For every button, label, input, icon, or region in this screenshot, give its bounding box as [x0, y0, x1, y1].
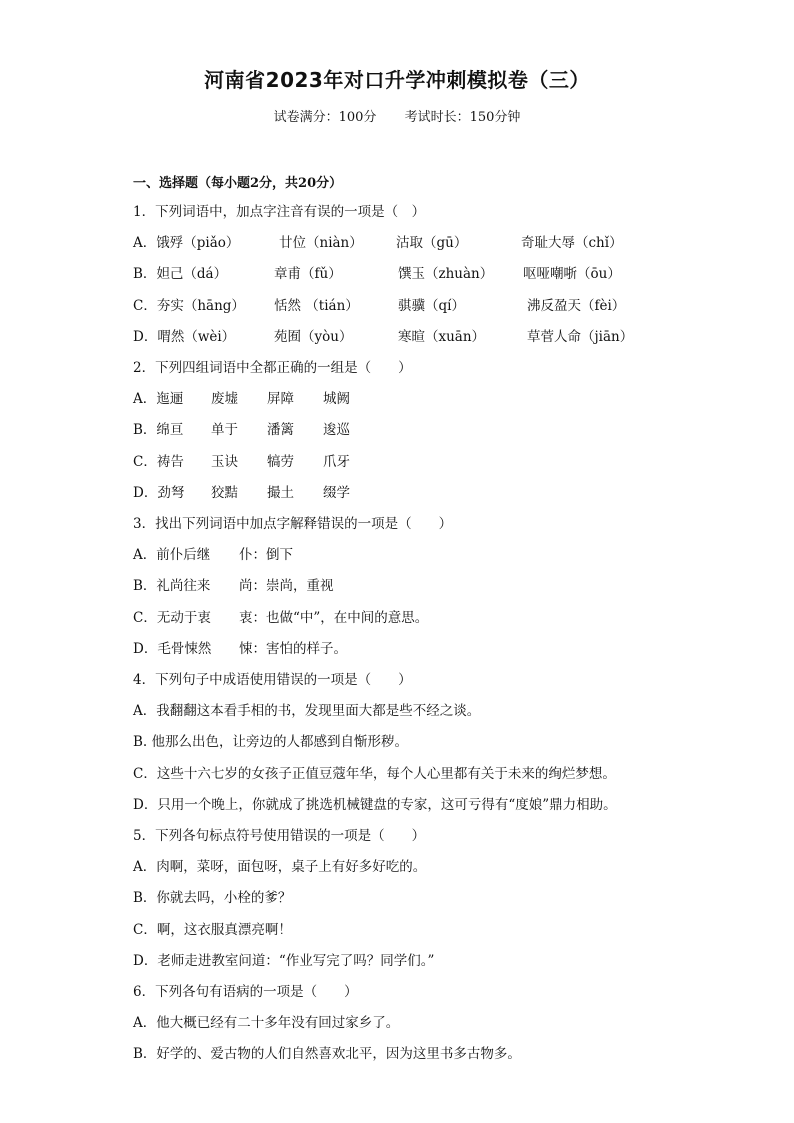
q4-option-b: B. 他那么出色，让旁边的人都感到自惭形秽。 — [133, 734, 409, 750]
q5-option-c: C．啊，这衣服真漂亮啊！ — [133, 922, 292, 938]
exam-meta — [0, 106, 794, 125]
q4-option-c: C．这些十六七岁的女孩子正值豆蔻年华，每个人心里都有关于未来的绚烂梦想。 — [133, 766, 616, 782]
option-text: D．喟然（wèi） — [133, 329, 236, 345]
q6-option-b: B．好学的、爱古物的人们自然喜欢北平，因为这里书多古物多。 — [133, 1046, 521, 1062]
q6-option-a: A．他大概已经有二十多年没有回过家乡了。 — [133, 1015, 400, 1031]
page-title: 河南省2023年对口升学冲刺模拟卷（三） — [204, 68, 590, 92]
option-text: 恬然 （tián） — [274, 298, 359, 314]
q5-option-a: A．肉啊，菜呀，面包呀，桌子上有好多好吃的。 — [133, 859, 427, 875]
question-6-stem: 6．下列各句有语病的一项是（ ） — [133, 984, 358, 1000]
option-text: 沽取（gū） — [396, 235, 468, 251]
option-text: 屏障 — [267, 391, 294, 407]
option-text: 犒劳 — [267, 454, 294, 470]
option-text: C．祷告 — [133, 454, 184, 470]
option-text: 废墟 — [211, 391, 238, 407]
option-text: 撮土 — [267, 485, 294, 501]
section-heading: 一、选择题（每小题2分，共20分） — [133, 176, 343, 191]
time-limit: 考试时长：150分钟 — [404, 110, 521, 125]
q5-option-d: D．老师走进教室问道：“作业写完了吗？同学们。” — [133, 953, 435, 969]
question-5-stem: 5．下列各句标点符号使用错误的一项是（ ） — [133, 828, 426, 844]
option-text: 章甫（fǔ） — [274, 266, 342, 282]
option-text: B．妲己（dá） — [133, 266, 228, 282]
option-text: A．迤逦 — [133, 391, 184, 407]
q5-option-b: B．你就去吗，小栓的爹？ — [133, 890, 292, 906]
option-text: 骐骥（qí） — [398, 298, 465, 314]
option-explanation: 衷：也做“中”，在中间的意思。 — [239, 610, 429, 626]
option-text: 缀学 — [323, 485, 350, 501]
q4-option-a: A．我翻翻这本看手相的书，发现里面大都是些不经之谈。 — [133, 703, 481, 719]
option-text: 爪牙 — [323, 454, 350, 470]
option-text: 奇耻大辱（chǐ） — [521, 235, 623, 251]
option-text: 逡巡 — [323, 422, 350, 438]
option-text: 城阙 — [323, 391, 350, 407]
option-text: 草菅人命（jiān） — [527, 329, 634, 345]
question-2-stem: 2．下列四组词语中全都正确的一组是（ ） — [133, 360, 412, 376]
option-text: B．礼尚往来 — [133, 578, 211, 594]
question-4-stem: 4．下列句子中成语使用错误的一项是（ ） — [133, 672, 412, 688]
option-explanation: 悚：害怕的样子。 — [239, 641, 347, 657]
question-3-stem: 3．找出下列词语中加点字解释错误的一项是（ ） — [133, 516, 453, 532]
option-text: 廿位（niàn） — [279, 235, 363, 251]
full-score: 试卷满分：100分 — [273, 110, 377, 125]
option-text: 呕哑嘲哳（ōu） — [523, 266, 621, 282]
option-text: 寒暄（xuān） — [398, 329, 486, 345]
option-text: 狡黠 — [211, 485, 238, 501]
option-explanation: 仆：倒下 — [239, 547, 293, 563]
option-text: 馔玉（zhuàn） — [398, 266, 494, 282]
q4-option-d: D．只用一个晚上，你就成了挑选机械键盘的专家，这可亏得有“度娘”鼎力相助。 — [133, 797, 617, 813]
option-text: 潘篱 — [267, 422, 294, 438]
option-text: C．无动于衷 — [133, 610, 211, 626]
option-text: C．夯实（hāng） — [133, 298, 245, 314]
option-explanation: 尚：崇尚，重视 — [239, 578, 334, 594]
option-text: A．饿殍（piǎo） — [133, 235, 240, 251]
question-1-stem: 1．下列词语中，加点字注音有误的一项是（ ） — [133, 204, 426, 220]
option-text: 苑囿（yòu） — [274, 329, 353, 345]
option-text: D．劲弩 — [133, 485, 185, 501]
option-text: 沸反盈天（fèi） — [527, 298, 626, 314]
option-text: 玉诀 — [211, 454, 238, 470]
option-text: B．绵亘 — [133, 422, 184, 438]
option-text: A．前仆后继 — [133, 547, 211, 563]
option-text: D．毛骨悚然 — [133, 641, 212, 657]
option-text: 单于 — [211, 422, 238, 438]
